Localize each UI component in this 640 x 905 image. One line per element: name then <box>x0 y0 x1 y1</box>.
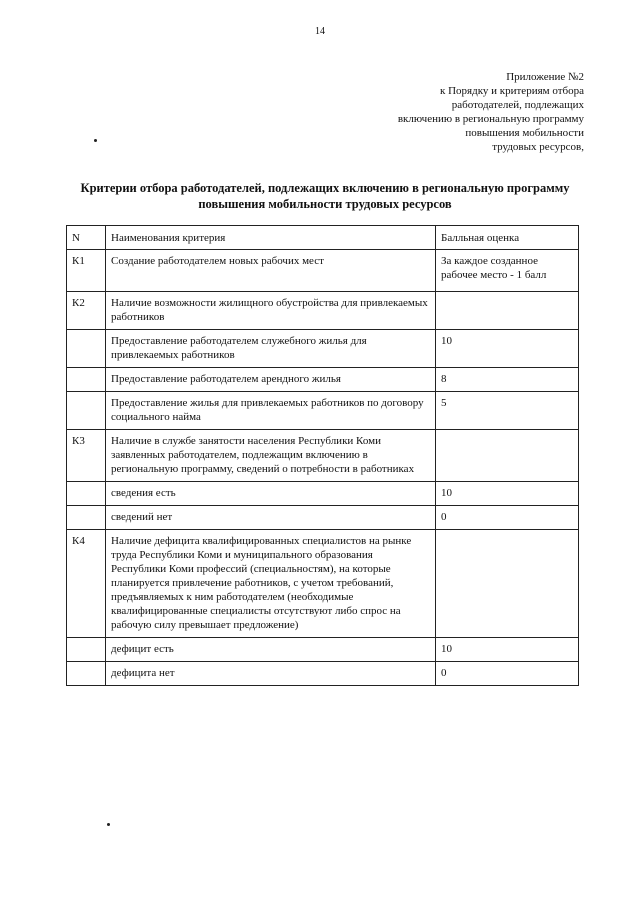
table-row <box>67 482 579 506</box>
criterion-code <box>67 392 106 430</box>
criterion-code: К3 <box>67 430 106 482</box>
criterion-score: 0 <box>436 662 579 686</box>
criterion-name: Наличие возможности жилищного обустройства для привлекаемых работников <box>106 292 436 330</box>
criterion-score: 10 <box>436 330 579 368</box>
header-score: Балльная оценка <box>436 226 579 250</box>
criterion-name: дефицита нет <box>106 662 436 686</box>
criterion-score: 5 <box>436 392 579 430</box>
criterion-score <box>436 292 579 330</box>
table-row <box>67 368 579 392</box>
criterion-score <box>436 430 579 482</box>
criterion-name: Создание работодателем новых рабочих мест <box>106 250 436 292</box>
criterion-code: К1 <box>67 250 106 292</box>
criterion-name: Наличие дефицита квалифицированных специалистов на рынке труда Республики Коми и муниципального образования Республики Коми профессий (специальностям), на которые планируется привлечение работников, с учетом требований, предъявляемых к ним работодателем (необходимые квалифицированные специалисты отсутствуют либо спрос на рабочую силу превышает предложение) <box>106 530 436 638</box>
criterion-code: К2 <box>67 292 106 330</box>
table-row <box>67 330 579 368</box>
table-row <box>67 638 579 662</box>
criterion-code <box>67 482 106 506</box>
appendix-line: повышения мобильности <box>465 127 584 139</box>
criterion-code <box>67 368 106 392</box>
page-number: 14 <box>315 26 325 37</box>
criterion-code: К4 <box>67 530 106 638</box>
criterion-name: сведения есть <box>106 482 436 506</box>
header-number: N <box>67 226 106 250</box>
criterion-name: сведений нет <box>106 506 436 530</box>
table-row <box>67 392 579 430</box>
appendix-line: работодателей, подлежащих <box>451 99 584 111</box>
appendix-line: трудовых ресурсов, <box>492 141 584 153</box>
criterion-code <box>67 662 106 686</box>
scan-speck <box>94 139 97 142</box>
criterion-score: 10 <box>436 638 579 662</box>
document-title: Критерии отбора работодателей, подлежащих включению в региональную программу повышения мобильности трудовых ресурсов <box>80 181 570 211</box>
table-row <box>67 292 579 330</box>
table-row <box>67 430 579 482</box>
criterion-code <box>67 506 106 530</box>
table-header-row <box>67 226 579 250</box>
criterion-code <box>67 638 106 662</box>
header-criterion: Наименования критерия <box>106 226 436 250</box>
appendix-line: включению в региональную программу <box>397 113 584 125</box>
appendix-note <box>284 70 584 154</box>
criterion-name: дефицит есть <box>106 638 436 662</box>
criterion-name: Предоставление работодателем арендного жилья <box>106 368 436 392</box>
table-row <box>67 506 579 530</box>
criterion-name: Предоставление жилья для привлекаемых работников по договору социального найма <box>106 392 436 430</box>
table-row <box>67 662 579 686</box>
criterion-score: 8 <box>436 368 579 392</box>
criteria-table <box>66 225 579 686</box>
table-row <box>67 530 579 638</box>
criterion-score <box>436 530 579 638</box>
criterion-score: 0 <box>436 506 579 530</box>
appendix-line: к Порядку и критериям отбора <box>440 85 584 97</box>
criterion-code <box>67 330 106 368</box>
criterion-name: Предоставление работодателем служебного жилья для привлекаемых работников <box>106 330 436 368</box>
criterion-score: 10 <box>436 482 579 506</box>
scan-speck <box>107 823 110 826</box>
table-row <box>67 250 579 292</box>
criterion-score: За каждое созданное рабочее место - 1 балл <box>436 250 579 292</box>
criterion-name: Наличие в службе занятости населения Республики Коми заявленных работодателем, подлежащим включению в региональную программу, сведений о потребности в работниках <box>106 430 436 482</box>
appendix-line: Приложение №2 <box>506 71 584 83</box>
